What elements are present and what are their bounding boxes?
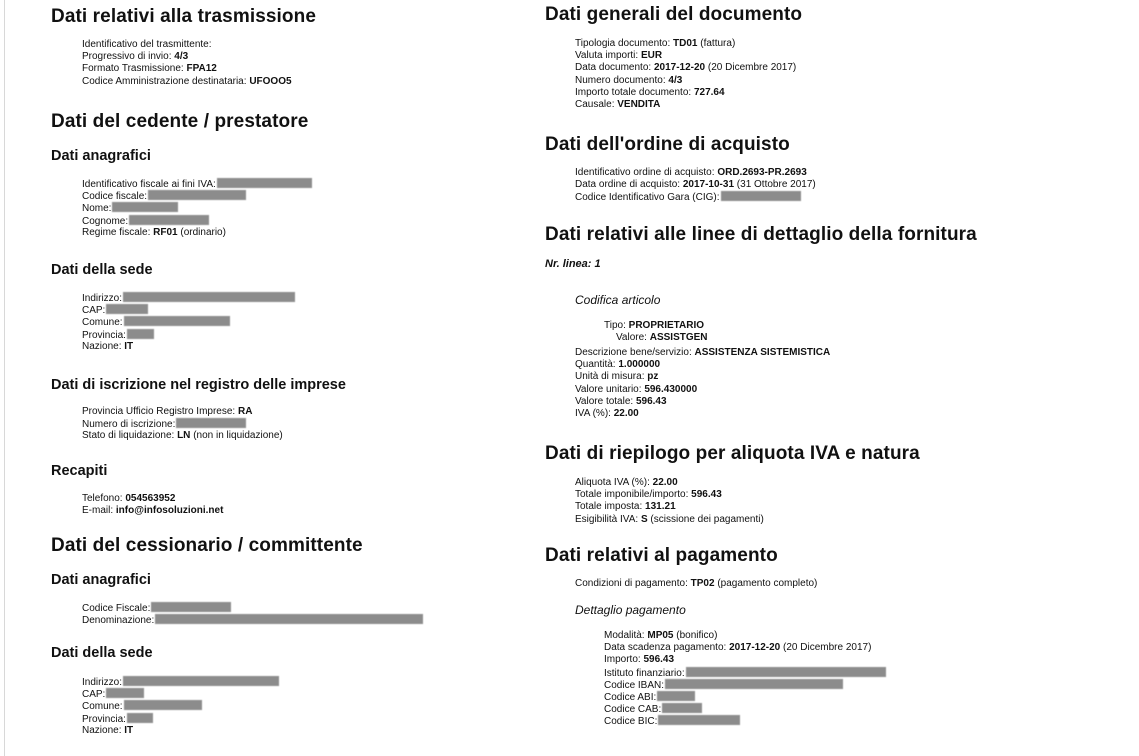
field-valore: Valore: ASSISTGEN — [616, 332, 708, 344]
ordine-fields — [575, 167, 816, 204]
field-provincia-cessionario: Provincia: — [82, 713, 279, 725]
field-id-iva: Identificativo fiscale ai fini IVA: — [82, 178, 312, 190]
redaction-bar — [129, 215, 209, 225]
field-numero-documento: Numero documento: 4/3 — [575, 74, 683, 86]
field-esigibilita: Esigibilità IVA: S (scissione dei pagamenti) — [575, 513, 764, 525]
linea-fields — [575, 347, 830, 420]
field-causale: Causale: VENDITA — [575, 98, 661, 110]
section-title-generali: Dati generali del documento — [545, 4, 803, 25]
field-denominazione: Denominazione: — [82, 614, 423, 626]
field-numero-iscrizione: Numero di iscrizione: — [82, 418, 283, 430]
field-comune: Comune: — [82, 316, 295, 328]
redaction-bar — [686, 667, 886, 677]
redaction-bar — [657, 691, 695, 701]
redaction-bar — [124, 316, 230, 326]
field-codice-amministrazione: Codice Amministrazione destinataria: UFOOO5 — [82, 75, 292, 87]
field-nazione: Nazione: IT — [82, 340, 134, 352]
trasmissione-fields — [82, 39, 292, 88]
redaction-bar — [176, 418, 246, 428]
field-aliquota: Aliquota IVA (%): 22.00 — [575, 477, 678, 488]
field-formato: Formato Trasmissione: FPA12 — [82, 63, 217, 75]
subtitle-cedente-sede: Dati della sede — [51, 262, 153, 278]
pagamento-condizioni — [575, 578, 817, 590]
field-id-ordine: Identificativo ordine di acquisto: ORD.2693-PR.2693 — [575, 167, 807, 178]
subtitle-codifica-articolo: Codifica articolo — [575, 293, 661, 307]
field-cognome: Cognome: — [82, 215, 312, 227]
redaction-bar — [658, 715, 740, 725]
field-iban: Codice IBAN: — [604, 679, 886, 691]
field-condizioni: Condizioni di pagamento: TP02 (pagamento completo) — [575, 578, 818, 589]
section-title-cessionario: Dati del cessionario / committente — [51, 535, 363, 556]
section-title-ordine: Dati dell'ordine di acquisto — [545, 134, 790, 155]
redaction-bar — [148, 190, 246, 200]
section-title-cedente: Dati del cedente / prestatore — [51, 111, 309, 132]
page-edge — [4, 0, 5, 756]
field-tipologia: Tipologia documento: TD01 (fattura) — [575, 38, 736, 49]
cessionario-sede-fields — [82, 676, 279, 737]
field-valore-unitario: Valore unitario: 596.430000 — [575, 383, 698, 395]
redaction-bar — [106, 304, 148, 314]
redaction-bar — [151, 602, 231, 612]
codifica-fields — [604, 320, 708, 344]
field-importo-pagamento: Importo: 596.43 — [604, 654, 675, 666]
redaction-bar — [127, 329, 154, 339]
field-stato-liquidazione: Stato di liquidazione: LN (non in liquidazione) — [82, 430, 283, 442]
dettaglio-pagamento-fields — [604, 630, 886, 728]
redaction-bar — [665, 679, 843, 689]
cedente-sede-fields — [82, 292, 295, 353]
field-provincia: Provincia: — [82, 329, 295, 341]
field-modalita: Modalità: MP05 (bonifico) — [604, 630, 718, 641]
field-descrizione: Descrizione bene/servizio: ASSISTENZA SISTEMISTICA — [575, 347, 831, 358]
field-indirizzo: Indirizzo: — [82, 292, 295, 304]
redaction-bar — [123, 292, 295, 302]
subtitle-cedente-anagrafici: Dati anagrafici — [51, 148, 151, 164]
field-data-scadenza: Data scadenza pagamento: 2017-12-20 (20 Dicembre 2017) — [604, 642, 872, 654]
field-istituto: Istituto finanziario: — [604, 667, 886, 679]
field-cap-cessionario: CAP: — [82, 688, 279, 700]
field-valore-totale: Valore totale: 596.43 — [575, 395, 667, 407]
field-telefono: Telefono: 054563952 — [82, 493, 176, 504]
field-iva: IVA (%): 22.00 — [575, 407, 639, 419]
redaction-bar — [124, 700, 202, 710]
field-indirizzo-cessionario: Indirizzo: — [82, 676, 279, 688]
registro-fields — [82, 406, 283, 443]
field-unita-misura: Unità di misura: pz — [575, 371, 659, 383]
redaction-bar — [123, 676, 279, 686]
nr-linea: Nr. linea: 1 — [545, 258, 601, 270]
field-cig: Codice Identificativo Gara (CIG): — [575, 191, 816, 203]
field-regime-fiscale: Regime fiscale: RF01 (ordinario) — [82, 226, 226, 238]
field-provincia-ufficio: Provincia Ufficio Registro Imprese: RA — [82, 406, 253, 417]
section-title-riepilogo: Dati di riepilogo per aliquota IVA e natura — [545, 443, 920, 464]
field-nazione-cessionario: Nazione: IT — [82, 724, 134, 736]
redaction-bar — [106, 688, 144, 698]
field-imposta: Totale imposta: 131.21 — [575, 501, 676, 513]
field-nome: Nome: — [82, 202, 312, 214]
field-imponibile: Totale imponibile/importo: 596.43 — [575, 489, 722, 501]
field-abi: Codice ABI: — [604, 691, 886, 703]
redaction-bar — [217, 178, 312, 188]
redaction-bar — [127, 713, 153, 723]
subtitle-recapiti: Recapiti — [51, 463, 108, 479]
cessionario-anagrafici-fields — [82, 602, 423, 626]
field-data-documento: Data documento: 2017-12-20 (20 Dicembre 2017) — [575, 62, 797, 74]
field-progressivo: Progressivo di invio: 4/3 — [82, 51, 189, 63]
field-cab: Codice CAB: — [604, 703, 886, 715]
field-id-trasmittente: Identificativo del trasmittente: — [82, 39, 212, 50]
section-title-pagamento: Dati relativi al pagamento — [545, 545, 778, 566]
redaction-bar — [662, 703, 702, 713]
field-email: E-mail: info@infosoluzioni.net — [82, 505, 224, 517]
subtitle-registro-imprese: Dati di iscrizione nel registro delle imprese — [51, 377, 346, 393]
field-valuta: Valuta importi: EUR — [575, 50, 663, 62]
field-codice-fiscale: Codice fiscale: — [82, 190, 312, 202]
cedente-anagrafici-fields — [82, 178, 312, 239]
generali-fields — [575, 38, 796, 111]
field-tipo: Tipo: PROPRIETARIO — [604, 320, 705, 331]
redaction-bar — [112, 202, 178, 212]
field-comune-cessionario: Comune: — [82, 700, 279, 712]
field-bic: Codice BIC: — [604, 715, 886, 727]
subtitle-dettaglio-pagamento: Dettaglio pagamento — [575, 603, 686, 617]
field-data-ordine: Data ordine di acquisto: 2017-10-31 (31 Ottobre 2017) — [575, 179, 816, 191]
redaction-bar — [155, 614, 423, 624]
field-importo-totale: Importo totale documento: 727.64 — [575, 86, 725, 98]
riepilogo-fields — [575, 477, 764, 526]
field-quantita: Quantità: 1.000000 — [575, 359, 661, 371]
recapiti-fields — [82, 493, 223, 517]
subtitle-cessionario-sede: Dati della sede — [51, 645, 153, 661]
section-title-trasmissione: Dati relativi alla trasmissione — [51, 6, 316, 27]
section-title-linee: Dati relativi alle linee di dettaglio della fornitura — [545, 224, 977, 245]
subtitle-cessionario-anagrafici: Dati anagrafici — [51, 572, 151, 588]
redaction-bar — [721, 191, 801, 201]
field-cap: CAP: — [82, 304, 295, 316]
field-codice-fiscale-cessionario: Codice Fiscale: — [82, 602, 423, 614]
